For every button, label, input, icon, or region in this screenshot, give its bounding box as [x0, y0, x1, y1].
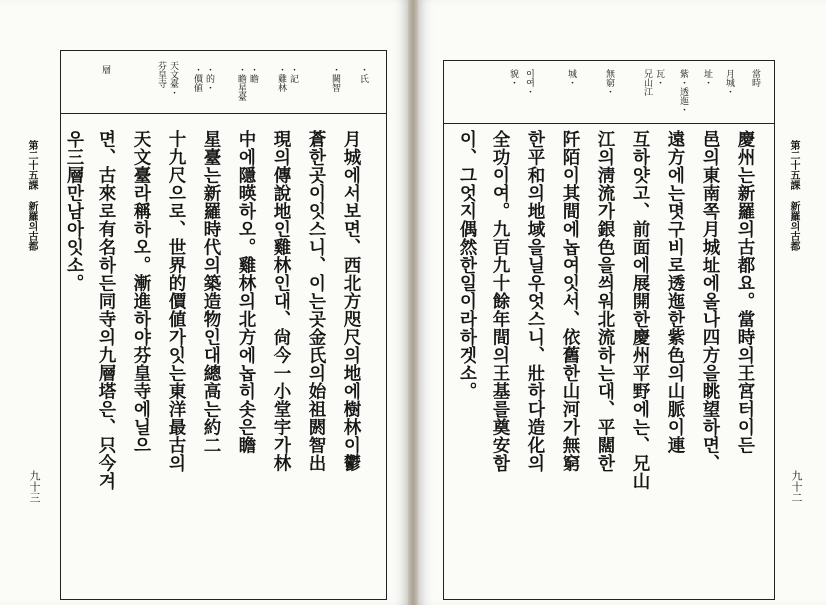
left-column-3: 現의傳說地인雞林인대、尙今一小堂宇가林 — [271, 130, 291, 472]
left-column-1: 月城에서보면、西北方咫尺의地에樹林이鬱 — [341, 130, 361, 472]
right-page — [418, 0, 826, 605]
right-gloss: 址・ — [702, 69, 712, 87]
left-gloss: ・瞻 — [248, 65, 258, 83]
left-gloss: 層 — [100, 65, 110, 74]
right-gloss: 이여・ — [524, 69, 534, 96]
left-gloss: ・價値 — [192, 65, 202, 92]
right-gloss: 瓦・ — [654, 69, 664, 87]
right-column-1: 慶州는新羅의古都요。當時의王宮터이든 — [735, 130, 755, 454]
right-gloss: 城・ — [566, 69, 576, 87]
right-column-3: 遠方에는몃구비로透迤한紫色의山脈이連 — [665, 130, 685, 454]
right-column-9: 이、그엇지偶然한일이라하겟소。 — [457, 130, 477, 400]
right-gloss: 貌・ — [508, 69, 518, 87]
left-gloss: ・雞林 — [276, 65, 286, 92]
left-column-5: 星臺는新羅時代의築造物인대總高는約二 — [201, 130, 221, 454]
left-column-9: 우三層만남아잇소。 — [64, 130, 84, 292]
left-gloss: ・氏 — [358, 65, 368, 83]
right-gloss: 兄山江 — [642, 69, 652, 96]
left-gloss: ・的・ — [204, 65, 214, 92]
right-gloss: 當時 — [750, 69, 760, 87]
book-gutter — [408, 0, 418, 605]
right-gloss: 紫・透迤・ — [678, 69, 688, 114]
left-gloss: ・闕智 — [330, 65, 340, 92]
right-page-number: 九十二 — [790, 470, 803, 503]
right-column-5: 江의淸流가銀色을씌워北流하는대、平闊한 — [595, 130, 615, 472]
left-gloss: 天文臺・ — [168, 61, 178, 97]
left-column-7: 天文臺라稱하오。漸進하야芬皇寺에닐으 — [131, 130, 151, 454]
right-column-2: 邑의東南쪽月城址에올나四方을眺望하면、 — [700, 130, 720, 472]
right-column-7: 한平和의地域을닐우엇스니、壯하다造化의 — [525, 130, 545, 472]
right-column-4: 互하얏고、前面에展開한慶州平野에는、兄山 — [630, 130, 650, 490]
left-column-8: 면、古來로有名하든同寺의九層塔은、只今겨 — [96, 130, 116, 490]
right-gloss-band — [444, 61, 774, 124]
left-running-head: 第二十五課 新羅의古都 — [26, 140, 37, 251]
right-column-8: 全功이여。九百九十餘年間의王基를奠安함 — [490, 130, 510, 472]
left-page-number: 九十三 — [28, 470, 41, 503]
left-gloss: 芬皇寺 — [156, 61, 166, 88]
right-gloss: 月城・ — [724, 69, 734, 96]
left-column-4: 中에隱暎하오。雞林의北方에놉히솟은瞻 — [236, 130, 256, 454]
right-column-6: 阡陌이其間에놉여잇서、依舊한山河가無窮 — [560, 130, 580, 472]
left-page — [0, 0, 408, 605]
left-gloss: ・記 — [288, 65, 298, 83]
right-running-head: 第二十五課 新羅의古都 — [788, 140, 799, 251]
right-gloss: 無窮・ — [604, 69, 614, 96]
left-gloss: ・瞻星臺 — [236, 65, 246, 101]
left-column-2: 蒼한곳이잇스니、이는곳金氏의始祖閼智出 — [306, 130, 326, 472]
left-column-6: 十九尺으로、世界的價値가잇는東洋最古의 — [166, 130, 186, 472]
left-gloss-band — [61, 51, 386, 114]
